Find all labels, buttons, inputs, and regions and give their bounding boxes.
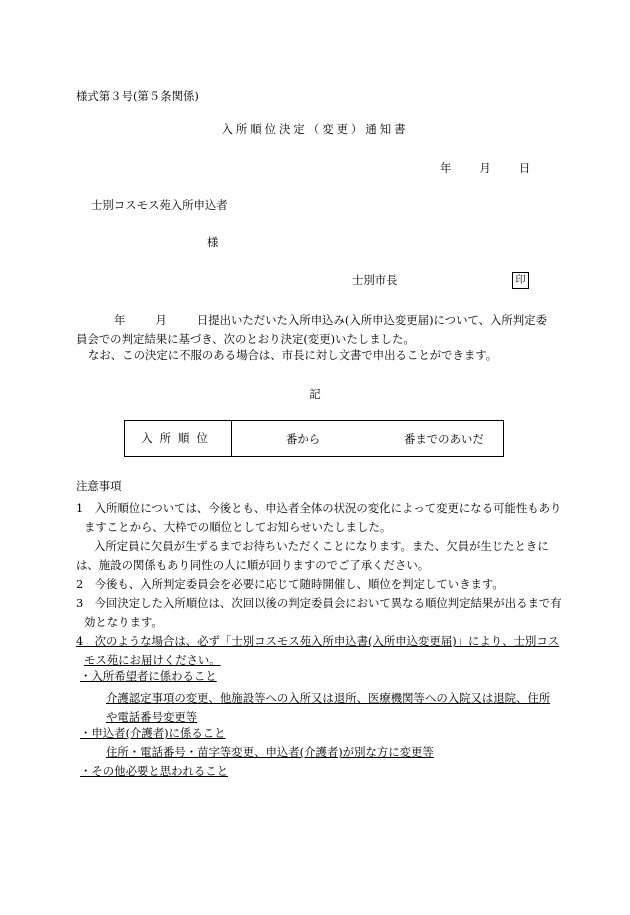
order-from: 番から [286,432,321,446]
bullet-caregiver: ・申込者(介護者)に係ること [80,726,226,740]
bullet-applicant: ・入所希望者に係わること [80,669,217,683]
seal-mark: 印 [512,272,529,289]
note-4: 4 次のような場合は、必ず「士別コスモス苑入所申込書(入所申込変更届)」により、士別コスモス苑にお届けください。 [76,634,560,667]
order-to: 番までのあいだ [404,432,484,446]
note-2: 2 今後も、入所判定委員会を必要に応じて随時開催し、順位を判定していきます。 [76,577,504,591]
date-line [440,162,530,176]
date-year: 年 [440,161,452,175]
body-text: 日提出いただいた入所申込み(入所申込変更届)について、入所判定委員会での判定結果に基づき、次のとおり決定(変更)いたしました。 [76,313,547,346]
body-year: 年 [114,313,126,327]
order-box [124,420,504,457]
order-label: 入所順位 [125,421,232,456]
issuer: 士別市長 [352,273,398,287]
addressee: 士別コスモス苑入所申込者 [91,198,228,212]
bullet-other: ・その他必要と思われること [80,764,229,778]
note-1: 1 入所順位については、今後とも、申込者全体の状況の変化によって変更になる可能性もありますことから、大枠での順位としてお知らせいたしました。 [76,501,562,534]
body-month: 月 [155,313,167,327]
ki-heading: 記 [309,387,321,401]
form-number: 様式第３号(第５条関係) [76,89,199,103]
note-1-continued: 入所定員に欠員が生ずるまでお待ちいただくことになります。また、欠員が生じたときには、施設の関係もあり同性の人に順が回りますのでご了承ください。 [76,539,549,572]
date-month: 月 [479,161,491,175]
honorific: 様 [207,235,219,249]
body-paragraph-1 [76,311,556,349]
order-value [232,421,503,456]
document-title: 入所順位決定（変更）通知書 [221,122,409,136]
bullet-applicant-detail: 介護認定事項の変更、他施設等への入所又は退所、医療機関等への入院又は退院、住所や電話番号変更等 [106,691,551,724]
body-paragraph-2: なお、この決定に不服のある場合は、市長に対し文書で申出ることができます。 [88,348,498,362]
date-day: 日 [518,161,531,175]
bullet-caregiver-detail: 住所・電話番号・苗字等変更、申込者(介護者)が別な方に変更等 [106,745,434,759]
notes-heading: 注意事項 [76,479,122,493]
note-3: 3 今回決定した入所順位は、次回以後の判定委員会において異なる順位判定結果が出るまで有効となります。 [76,596,562,629]
